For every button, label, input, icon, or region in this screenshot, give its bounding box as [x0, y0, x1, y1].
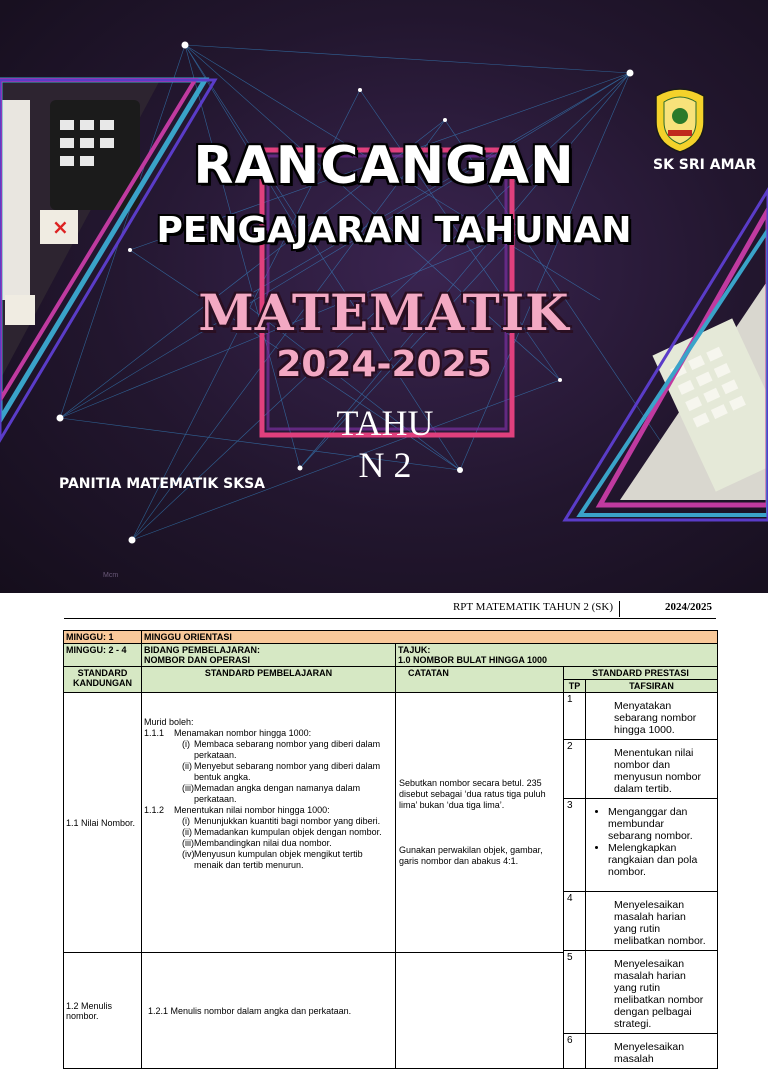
minggu2-row [64, 644, 718, 667]
document-header [64, 596, 716, 619]
bidang-label: BIDANG PEMBELAJARAN: [144, 645, 261, 655]
catatan-1-1 [396, 693, 564, 953]
tp-cell: 4 [564, 892, 586, 951]
bidang-cell [142, 644, 396, 667]
tafsiran-cell [586, 799, 718, 892]
header-tafsiran: TAFSIRAN [586, 680, 718, 693]
list-item: (i) Membaca sebarang nombor yang diberi dalam perkataan. [182, 739, 381, 760]
list-item: • Menganggar dan membundar sebarang nombor. [608, 806, 709, 842]
header-catatan: CATATAN [396, 667, 564, 693]
minggu1-value: MINGGU ORIENTASI [142, 631, 718, 644]
sp-1-1-2 [144, 805, 393, 816]
header-title: RPT MATEMATIK TAHUN 2 (SK) [453, 601, 620, 617]
cover-subject: MATEMATIK [198, 283, 570, 342]
sp-1-1-1-text: Menamakan nombor hingga 1000: [174, 728, 312, 738]
catatan-1: Sebutkan nombor secara betul. 235 disebut sebagai ‘dua ratus tiga puluh lima’ bukan ‘dua tiga lima’. [399, 778, 546, 810]
sp-1-1 [142, 693, 396, 953]
tajuk-label: TAJUK: [398, 645, 431, 655]
sk-1-2: 1.2 Menulis nombor. [64, 953, 142, 1069]
sk-1-1: 1.1 Nilai Nombor. [64, 693, 142, 953]
list-item: • Melengkapkan rangkaian dan pola nombor. [608, 842, 709, 878]
cover-tahun [330, 402, 440, 486]
tajuk-cell [396, 644, 718, 667]
cover-school-name: SK SRI AMAR [653, 157, 757, 173]
list-item: (iv) Menyusun kumpulan objek mengikut tertib menaik dan tertib menurun. [182, 849, 363, 870]
minggu1-label: MINGGU: 1 [64, 631, 142, 644]
list-item: (iii) Membandingkan nilai dua nombor. [182, 838, 332, 848]
sp-1-1-1-num: 1.1.1 [144, 728, 165, 738]
tafsiran-cell: Menyelesaikan masalah harian yang rutin melibatkan nombor. [586, 892, 718, 951]
cover-panitia: PANITIA MATEMATIK SKSA [59, 476, 266, 492]
cover-tahun-line1: TAHU [336, 403, 434, 443]
catatan-2: Gunakan perwakilan objek, gambar, garis nombor dan abakus 4:1. [399, 845, 543, 866]
list-item: (i) Menunjukkan kuantiti bagi nombor yang diberi. [182, 816, 381, 826]
tajuk-value: 1.0 NOMBOR BULAT HINGGA 1000 [398, 655, 548, 665]
tafsiran-cell: Menentukan nilai nombor dan menyusun nombor dalam tertib. [586, 740, 718, 799]
sp-1-2: 1.2.1 Menulis nombor dalam angka dan perkataan. [142, 953, 396, 1069]
tp-cell: 2 [564, 740, 586, 799]
sp-1-1-2-num: 1.1.2 [144, 805, 165, 815]
cover-year: 2024-2025 [276, 344, 492, 385]
cover-title-line2: PENGAJARAN TAHUNAN [156, 210, 632, 251]
header-sk: STANDARD KANDUNGAN [64, 667, 142, 693]
tp-cell: 6 [564, 1034, 586, 1069]
tafsiran-cell: Menyelesaikan masalah harian yang rutin melibatkan nombor dengan pelbagai strategi. [586, 951, 718, 1034]
header-sprestasi: STANDARD PRESTASI [564, 667, 718, 680]
minggu1-row [64, 631, 718, 644]
sp-1-1-1 [144, 728, 393, 739]
header-tp: TP [564, 680, 586, 693]
list-item: (ii) Memadankan kumpulan objek dengan nombor. [182, 827, 382, 837]
tp-cell: 1 [564, 693, 586, 740]
sp-1-1-2-text: Menentukan nilai nombor hingga 1000: [174, 805, 330, 815]
cover-title-line1: RANCANGAN [193, 136, 575, 196]
cover-tiny-text: Mcm [103, 572, 119, 579]
svg-text:×: × [52, 215, 69, 239]
cover-tahun-line2: N 2 [358, 445, 412, 485]
tafsiran-cell: Menyatakan sebarang nombor hingga 1000. [586, 693, 718, 740]
sp-murid: Murid boleh: [144, 717, 194, 727]
tp-cell: 3 [564, 799, 586, 892]
tafsiran-cell: Menyelesaikan masalah [586, 1034, 718, 1069]
header-year: 2024/2025 [664, 601, 712, 613]
list-item: (ii) Menyebut sebarang nombor yang diberi dalam bentuk angka. [182, 761, 381, 782]
bidang-value: NOMBOR DAN OPERASI [144, 655, 251, 665]
catatan-1-2 [396, 953, 564, 1069]
header-row [64, 667, 718, 680]
rpt-table [63, 630, 718, 1069]
tp-cell: 5 [564, 951, 586, 1034]
table-row [64, 693, 718, 740]
header-sp: STANDARD PEMBELAJARAN [142, 667, 396, 693]
list-item: (iii) Memadan angka dengan namanya dalam perkataan. [182, 783, 361, 804]
minggu2-label: MINGGU: 2 - 4 [64, 644, 142, 667]
